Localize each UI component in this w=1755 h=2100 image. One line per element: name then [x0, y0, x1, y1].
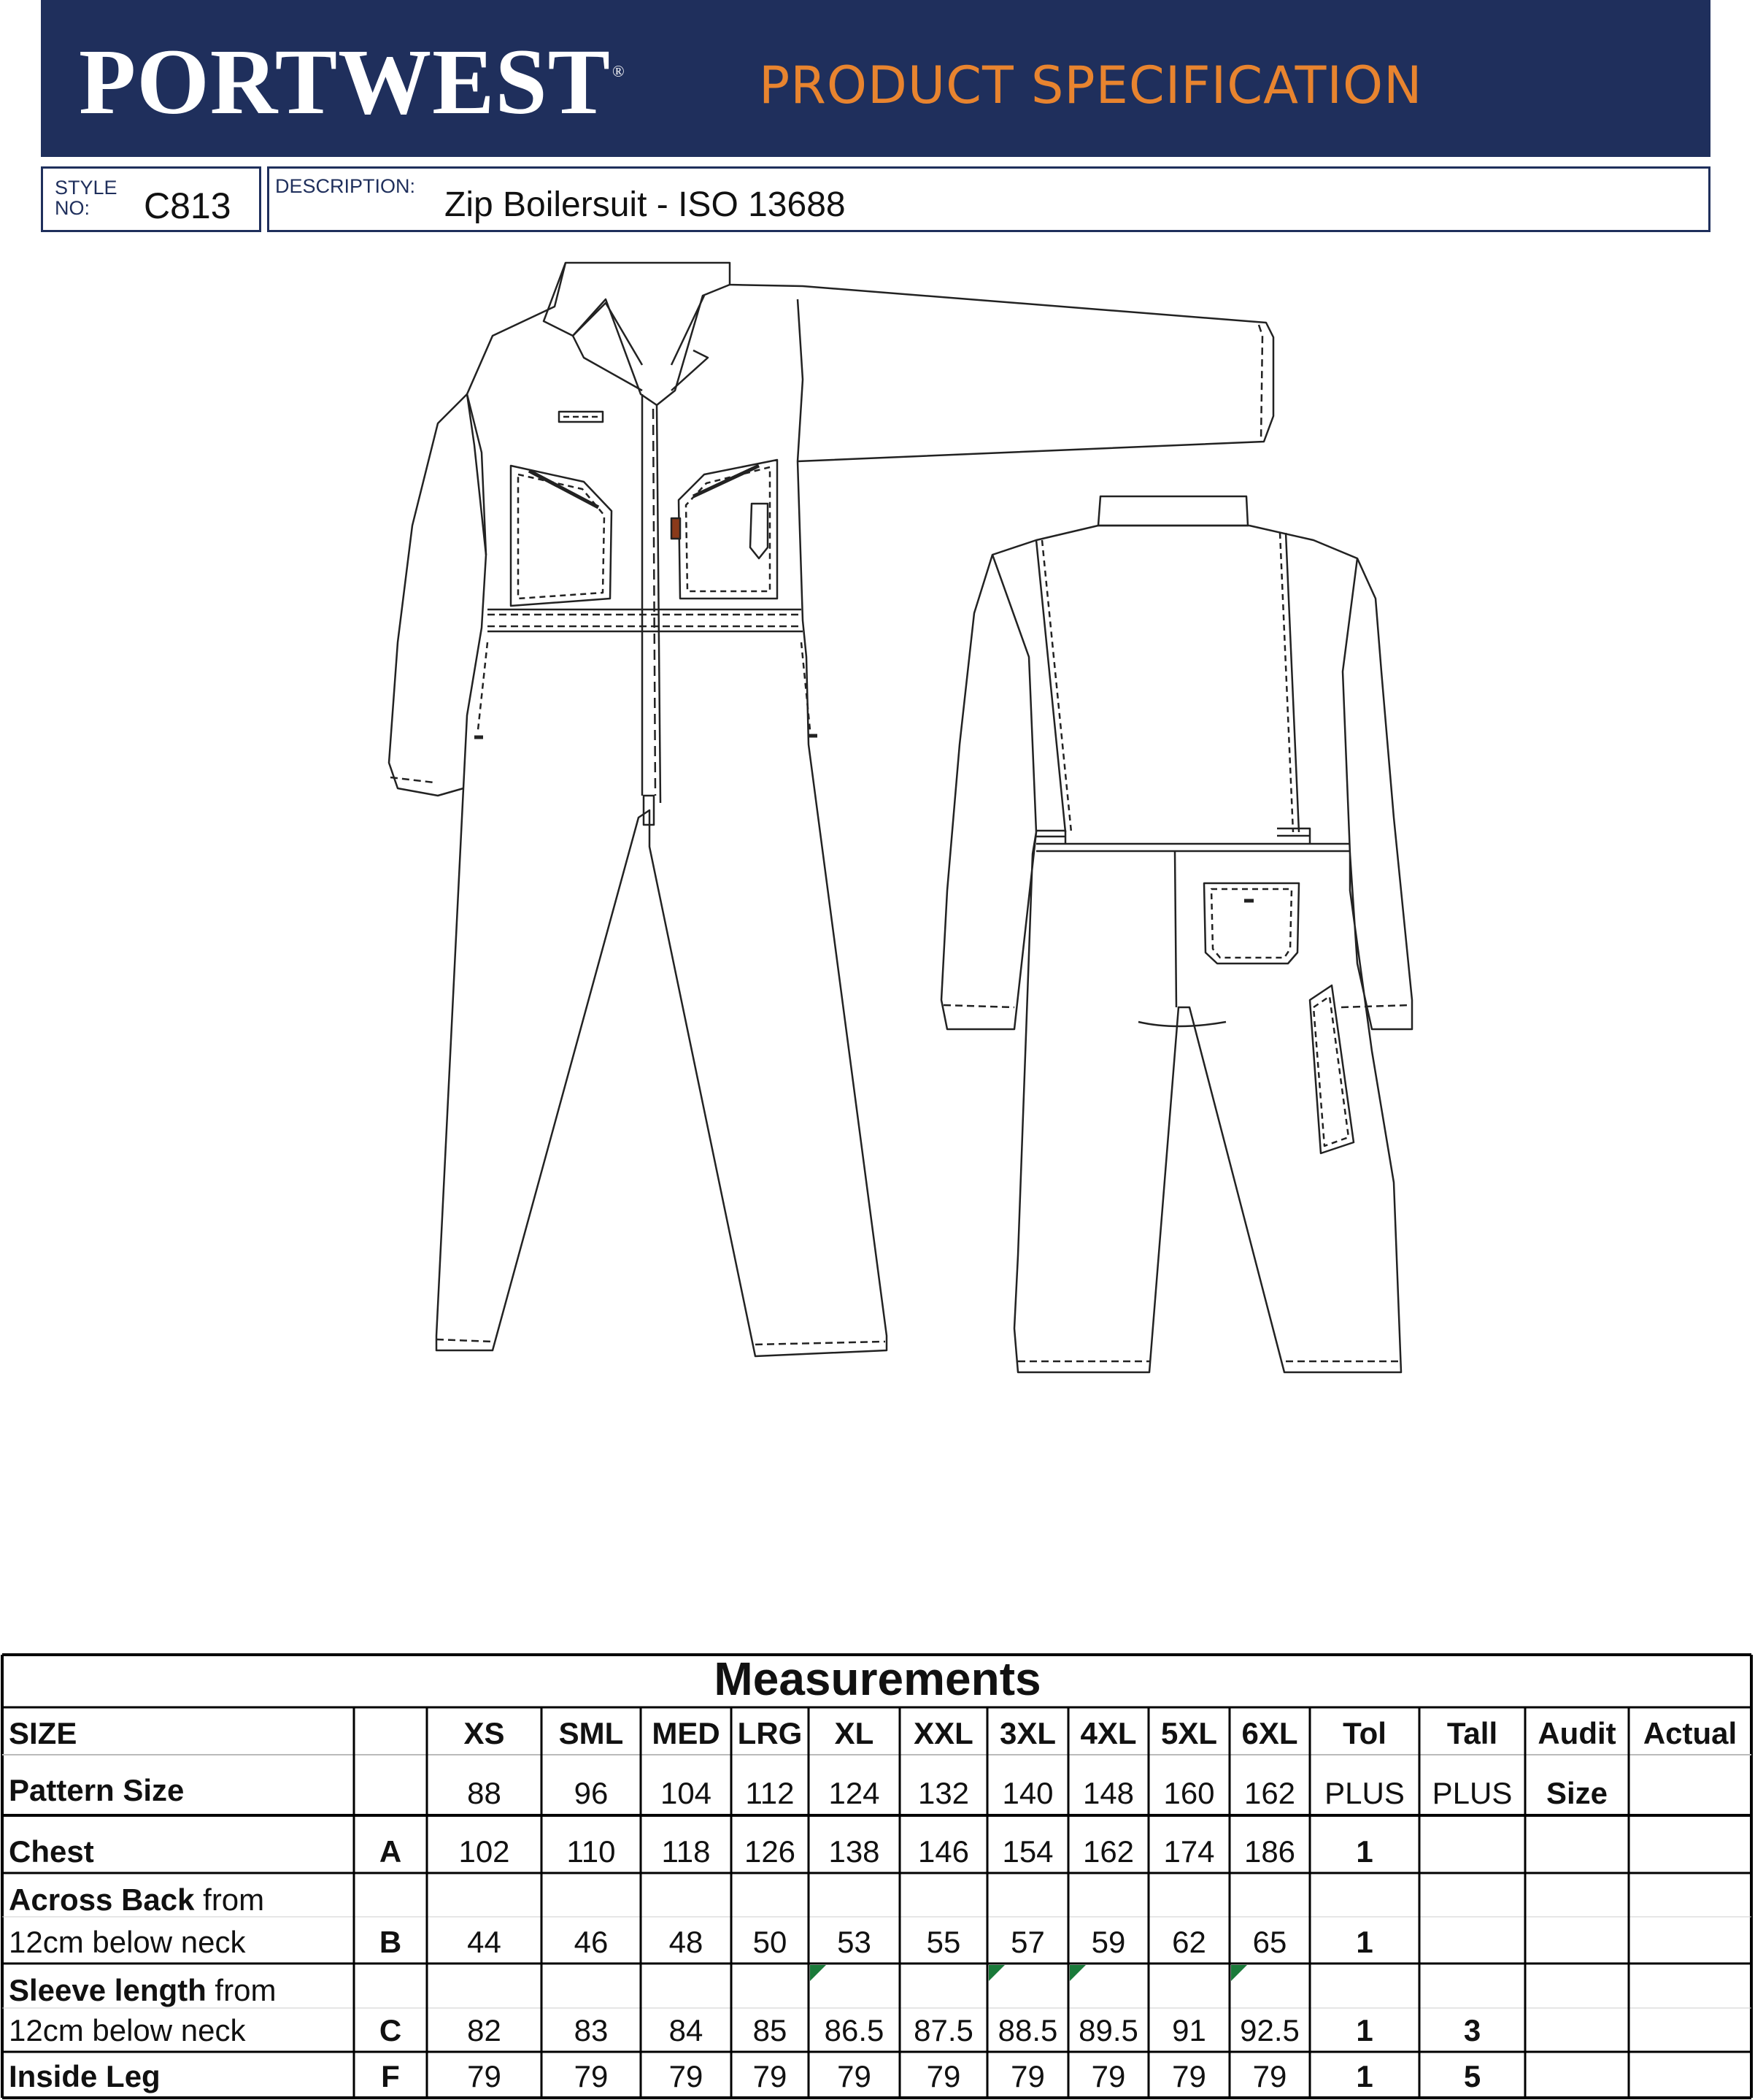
measurement-value: 50: [752, 1925, 787, 1959]
style-box: [41, 166, 261, 232]
brand-logo: [79, 30, 625, 134]
description-box: [267, 166, 1710, 232]
measurement-value: 102: [458, 1834, 510, 1869]
measurement-code: A: [379, 1834, 402, 1869]
measurement-value: 79: [837, 2059, 871, 2093]
back-view-drawing: [941, 496, 1412, 1372]
pattern-size-value: 96: [574, 1776, 609, 1810]
tolerance-value: 1: [1356, 1925, 1373, 1959]
size-column-header: 4XL: [1080, 1716, 1137, 1750]
measurement-value: 62: [1172, 1925, 1206, 1959]
measurement-value: 79: [574, 2059, 609, 2093]
comment-marker: [1231, 1965, 1247, 1981]
description-value: Zip Boilersuit - ISO 13688: [444, 185, 846, 224]
measurement-value: 84: [668, 2013, 703, 2047]
measurement-value: 53: [837, 1925, 871, 1959]
measurement-value: 88.5: [998, 2013, 1058, 2047]
size-header: SIZE: [9, 1716, 77, 1750]
style-number: C813: [144, 185, 231, 226]
pattern-size-value: 112: [745, 1776, 795, 1810]
front-view-drawing: [389, 263, 1273, 1356]
measurement-value: 79: [752, 2059, 787, 2093]
measurement-value: 46: [574, 1925, 609, 1959]
measurement-value: 79: [1091, 2059, 1126, 2093]
measurement-value: 79: [1172, 2059, 1206, 2093]
measurement-code: F: [381, 2059, 400, 2093]
size-column-header: XL: [834, 1716, 874, 1750]
size-column-header: SML: [558, 1716, 624, 1750]
pattern-tol: PLUS: [1324, 1776, 1405, 1810]
measurement-value: 118: [661, 1834, 711, 1869]
tolerance-value: 1: [1356, 1834, 1373, 1869]
measurement-value: 79: [467, 2059, 501, 2093]
comment-marker: [989, 1965, 1005, 1981]
garment-drawings: [0, 234, 1755, 1650]
comment-marker: [1070, 1965, 1086, 1981]
measurement-value: 89.5: [1079, 2013, 1138, 2047]
header-banner: [41, 0, 1710, 157]
measurement-code: B: [379, 1925, 402, 1959]
registered-mark: ®: [612, 62, 625, 81]
measurement-value: 59: [1091, 1925, 1126, 1959]
measurements-table: [0, 1653, 1755, 2100]
measurement-label-rest: from: [206, 1973, 277, 2007]
measurement-value: 79: [1252, 2059, 1287, 2093]
measurement-label-bold: Sleeve length: [9, 1973, 207, 2007]
measurement-value: 110: [566, 1834, 616, 1869]
measurement-label-rest: from: [194, 1882, 265, 1917]
measurement-value: 174: [1163, 1834, 1215, 1869]
measurement-value: 65: [1252, 1925, 1287, 1959]
measurement-label: [9, 1882, 265, 1917]
pattern-size-value: 162: [1243, 1776, 1296, 1810]
measurement-value: 154: [1002, 1834, 1054, 1869]
measurement-value: 55: [926, 1925, 961, 1959]
measurement-label-bold: Across Back: [9, 1882, 195, 1917]
measurement-value: 162: [1082, 1834, 1135, 1869]
pattern-size-value: 140: [1002, 1776, 1054, 1810]
size-column-header: 3XL: [999, 1716, 1057, 1750]
pattern-size-value: 124: [828, 1776, 880, 1810]
tall-value: 5: [1463, 2059, 1481, 2093]
measurement-label: Inside Leg: [9, 2059, 161, 2093]
measurement-value: 82: [467, 2013, 501, 2047]
actual-header: Actual: [1643, 1716, 1737, 1750]
size-column-header: LRG: [737, 1716, 803, 1750]
measurement-value: 146: [917, 1834, 970, 1869]
size-column-header: 5XL: [1160, 1716, 1218, 1750]
size-column-header: XXL: [914, 1716, 973, 1750]
description-label: DESCRIPTION:: [275, 175, 416, 197]
measurement-label-line2: 12cm below neck: [9, 1925, 246, 1959]
measurement-label-line2: 12cm below neck: [9, 2013, 246, 2047]
pattern-size-value: 104: [660, 1776, 712, 1810]
measurement-label: [9, 1975, 276, 2006]
measurement-value: 186: [1243, 1834, 1296, 1869]
measurement-value: 92.5: [1240, 2013, 1300, 2047]
measurement-value: 79: [1011, 2059, 1045, 2093]
measurement-value: 138: [828, 1834, 880, 1869]
pattern-size-value: 160: [1163, 1776, 1215, 1810]
measurement-value: 48: [668, 1925, 703, 1959]
pattern-size-value: 88: [467, 1776, 501, 1810]
tolerance-value: 1: [1356, 2013, 1373, 2047]
size-column-header: MED: [652, 1716, 720, 1750]
measurement-value: 91: [1172, 2013, 1206, 2047]
measurement-value: 85: [752, 2013, 787, 2047]
measurement-value: 79: [668, 2059, 703, 2093]
pattern-tall: PLUS: [1432, 1776, 1513, 1810]
measurement-value: 86.5: [824, 2013, 884, 2047]
tall-value: 3: [1463, 2013, 1481, 2047]
measurements-title: Measurements: [714, 1653, 1041, 1705]
measurement-value: 44: [467, 1925, 501, 1959]
tall-header: Tall: [1446, 1716, 1498, 1750]
measurement-value: 57: [1011, 1925, 1045, 1959]
tol-header: Tol: [1343, 1716, 1386, 1750]
measurement-value: 79: [926, 2059, 961, 2093]
measurement-code: C: [379, 2013, 402, 2047]
comment-marker: [810, 1965, 826, 1981]
measurement-value: 126: [744, 1834, 796, 1869]
measurement-label: Chest: [9, 1834, 94, 1869]
pattern-audit: Size: [1546, 1776, 1608, 1810]
style-label: STYLE NO:: [55, 177, 117, 220]
audit-header: Audit: [1538, 1716, 1616, 1750]
brand-name: PORTWEST: [79, 30, 611, 134]
measurement-value: 83: [574, 2013, 609, 2047]
page-title: PRODUCT SPECIFICATION: [759, 55, 1423, 115]
size-column-header: XS: [463, 1716, 505, 1750]
tolerance-value: 1: [1356, 2059, 1373, 2093]
pattern-size-value: 132: [917, 1776, 970, 1810]
size-column-header: 6XL: [1241, 1716, 1298, 1750]
measurement-value: 87.5: [914, 2013, 973, 2047]
pattern-size-label: Pattern Size: [9, 1773, 185, 1807]
pattern-size-value: 148: [1082, 1776, 1135, 1810]
